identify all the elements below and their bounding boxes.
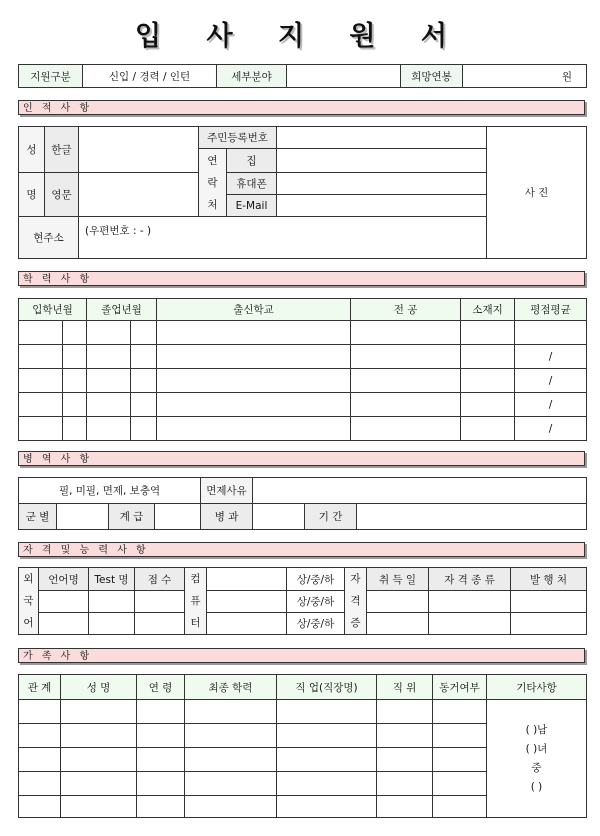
cell[interactable] (377, 748, 433, 772)
mobile-label: 휴대폰 (227, 173, 277, 195)
address-input[interactable]: (우편번호 : - ) (79, 217, 487, 259)
cell[interactable] (433, 724, 487, 748)
foreign-char-2: 국 (23, 595, 34, 607)
cell[interactable] (433, 700, 487, 724)
cell[interactable] (131, 321, 157, 345)
foreign-char-3: 어 (23, 617, 34, 629)
cell[interactable] (429, 591, 511, 613)
cell[interactable] (185, 796, 277, 818)
cell[interactable] (131, 417, 157, 441)
cell[interactable] (461, 321, 515, 345)
cell[interactable] (277, 748, 377, 772)
resident-no-label: 주민등록번호 (199, 127, 277, 149)
military-status-options[interactable]: 필, 미필, 면제, 보충역 (19, 478, 201, 504)
computer-level[interactable]: 상/중/하 (287, 591, 345, 613)
cell[interactable] (157, 417, 351, 441)
section-military: 병 역 사 항 (18, 451, 585, 466)
apply-type-options[interactable]: 신입 / 경력 / 인턴 (83, 65, 217, 88)
rank-label: 계 급 (109, 504, 155, 530)
test-name-header: Test 명 (89, 568, 135, 591)
table-row (19, 321, 587, 345)
foreign-lang-label (19, 568, 39, 635)
korean-name-input[interactable] (79, 127, 199, 173)
name-label-2: 명 (19, 173, 45, 217)
gpa-cell[interactable]: / (515, 369, 587, 393)
family-header-occupation: 직 업(직장명) (277, 675, 377, 700)
cell[interactable] (277, 700, 377, 724)
period-input[interactable] (357, 504, 587, 530)
cell[interactable] (429, 613, 511, 635)
email-label: E-Mail (227, 195, 277, 217)
cell[interactable] (89, 591, 135, 613)
cell[interactable] (63, 345, 87, 369)
cell[interactable] (19, 748, 61, 772)
edu-header-major: 전 공 (351, 299, 461, 321)
rank-input[interactable] (155, 504, 201, 530)
cell[interactable] (131, 369, 157, 393)
cell[interactable] (377, 796, 433, 818)
email-input[interactable] (277, 195, 487, 217)
korean-label: 한글 (45, 127, 79, 173)
cell[interactable] (19, 369, 63, 393)
cell[interactable] (19, 417, 63, 441)
table-row (19, 345, 587, 369)
cell[interactable] (19, 321, 63, 345)
computer-level[interactable]: 상/중/하 (287, 568, 345, 591)
gpa-cell[interactable]: / (515, 417, 587, 441)
family-header-cohabit: 동거여부 (433, 675, 487, 700)
cell[interactable] (277, 796, 377, 818)
computer-skill-input[interactable] (207, 591, 287, 613)
family-header-relation: 관 계 (19, 675, 61, 700)
edu-header-location: 소재지 (461, 299, 515, 321)
section-education: 학 력 사 항 (18, 271, 585, 286)
cell[interactable] (461, 369, 515, 393)
section-qualification: 자 격 및 능 력 사 항 (18, 542, 585, 557)
cell[interactable] (377, 772, 433, 796)
cell[interactable] (61, 772, 137, 796)
computer-level[interactable]: 상/중/하 (287, 613, 345, 635)
cell[interactable] (511, 613, 587, 635)
table-row (19, 417, 587, 441)
cell[interactable] (185, 772, 277, 796)
cell[interactable] (63, 417, 87, 441)
cell[interactable] (87, 369, 131, 393)
edu-header-admission: 입학년월 (19, 299, 87, 321)
cell[interactable] (19, 772, 61, 796)
edu-header-school: 출신학교 (157, 299, 351, 321)
cell[interactable] (377, 724, 433, 748)
cell[interactable] (61, 700, 137, 724)
cert-char-1: 자 (350, 573, 361, 585)
cell[interactable] (185, 724, 277, 748)
resident-no-input[interactable] (277, 127, 487, 149)
cert-char-3: 증 (350, 617, 361, 629)
address-label: 현주소 (19, 217, 79, 259)
family-header-name: 성 명 (61, 675, 137, 700)
specialty-input[interactable] (253, 504, 305, 530)
cell[interactable] (367, 591, 429, 613)
qualification-table (18, 567, 587, 635)
cell[interactable] (39, 591, 89, 613)
cell[interactable] (131, 345, 157, 369)
lang-name-header: 언어명 (39, 568, 89, 591)
cell[interactable] (63, 321, 87, 345)
cell[interactable] (61, 748, 137, 772)
english-name-input[interactable] (79, 173, 199, 217)
cell[interactable] (351, 369, 461, 393)
photo-box: 사 진 (487, 127, 587, 259)
cell[interactable] (137, 772, 185, 796)
cell[interactable] (351, 393, 461, 417)
cell[interactable] (63, 369, 87, 393)
family-header-other: 기타사항 (487, 675, 587, 700)
table-row (19, 700, 587, 724)
cell[interactable] (19, 393, 63, 417)
family-header-age: 연 령 (137, 675, 185, 700)
section-personal: 인 적 사 항 (18, 100, 585, 115)
cell[interactable] (137, 700, 185, 724)
cert-type-header: 자 격 종 류 (429, 568, 511, 591)
cell[interactable] (433, 772, 487, 796)
cell[interactable] (277, 772, 377, 796)
cell[interactable] (135, 613, 185, 635)
table-row (19, 369, 587, 393)
name-label-1: 성 (19, 127, 45, 173)
cell[interactable] (19, 345, 63, 369)
cell[interactable] (185, 748, 277, 772)
comp-char-3: 터 (190, 617, 201, 629)
home-phone-input[interactable] (277, 149, 487, 173)
military-table (18, 477, 587, 530)
middle-label: 중 (531, 761, 542, 774)
comp-char-2: 퓨 (190, 595, 201, 607)
page-title: 입 사 지 원 서 (134, 21, 465, 52)
cell[interactable] (461, 345, 515, 369)
cell[interactable] (87, 345, 131, 369)
cell[interactable] (137, 724, 185, 748)
cell[interactable] (87, 417, 131, 441)
cell[interactable] (135, 591, 185, 613)
branch-label: 군 별 (19, 504, 57, 530)
siblings-info[interactable] (487, 700, 587, 818)
computer-skill-input[interactable] (207, 568, 287, 591)
apply-info-table (18, 64, 587, 88)
cell[interactable] (19, 700, 61, 724)
cell[interactable] (61, 796, 137, 818)
exempt-reason-input[interactable] (253, 478, 587, 504)
contact-label (199, 149, 227, 217)
cell[interactable] (461, 393, 515, 417)
family-header-position: 직 위 (377, 675, 433, 700)
cell[interactable] (137, 796, 185, 818)
score-header: 점 수 (135, 568, 185, 591)
contact-char-3: 처 (207, 198, 218, 211)
computer-label (185, 568, 207, 635)
cell[interactable] (277, 724, 377, 748)
apply-type-label: 지원구분 (19, 65, 83, 88)
cell[interactable] (157, 369, 351, 393)
cell[interactable] (19, 724, 61, 748)
cell[interactable] (131, 393, 157, 417)
specialty-label: 병 과 (201, 504, 253, 530)
contact-char-1: 연 (207, 154, 218, 167)
daughters-count: ( )녀 (525, 742, 548, 755)
sons-count: ( )남 (525, 723, 548, 736)
english-label: 영문 (45, 173, 79, 217)
contact-char-2: 락 (207, 176, 218, 189)
cell[interactable] (19, 796, 61, 818)
cell[interactable] (87, 321, 131, 345)
mobile-input[interactable] (277, 173, 487, 195)
certificate-label (345, 568, 367, 635)
acquired-date-header: 취 득 일 (367, 568, 429, 591)
cell[interactable] (461, 417, 515, 441)
cell[interactable] (351, 417, 461, 441)
cell[interactable] (511, 591, 587, 613)
birth-order: ( ) (530, 780, 543, 793)
table-row (19, 393, 587, 417)
edu-header-gpa: 평점평균 (515, 299, 587, 321)
foreign-char-1: 외 (23, 573, 34, 585)
cell[interactable] (157, 393, 351, 417)
cell[interactable] (367, 613, 429, 635)
cell[interactable] (137, 748, 185, 772)
cell[interactable] (377, 700, 433, 724)
cell[interactable] (185, 700, 277, 724)
branch-input[interactable] (57, 504, 109, 530)
cell[interactable] (87, 393, 131, 417)
desired-salary-label: 희망연봉 (401, 65, 463, 88)
cell[interactable] (515, 321, 587, 345)
cell[interactable] (61, 724, 137, 748)
cell[interactable] (351, 321, 461, 345)
home-phone-label: 집 (227, 149, 277, 173)
exempt-reason-label: 면제사유 (201, 478, 253, 504)
section-family: 가 족 사 항 (18, 648, 585, 663)
education-table (18, 298, 587, 441)
cell[interactable] (433, 796, 487, 818)
cell[interactable] (39, 613, 89, 635)
cert-char-2: 격 (350, 595, 361, 607)
cell[interactable] (63, 393, 87, 417)
detail-field-input[interactable] (287, 65, 401, 88)
cell[interactable] (433, 748, 487, 772)
cell[interactable] (157, 345, 351, 369)
cell[interactable] (351, 345, 461, 369)
computer-skill-input[interactable] (207, 613, 287, 635)
gpa-cell[interactable]: / (515, 345, 587, 369)
period-label: 기 간 (305, 504, 357, 530)
gpa-cell[interactable]: / (515, 393, 587, 417)
cell[interactable] (89, 613, 135, 635)
family-table (18, 674, 587, 818)
salary-unit[interactable]: 원 (463, 65, 587, 88)
issuer-header: 발 행 처 (511, 568, 587, 591)
comp-char-1: 컴 (190, 573, 201, 585)
cell[interactable] (157, 321, 351, 345)
edu-header-graduation: 졸업년월 (87, 299, 157, 321)
detail-field-label: 세부분야 (217, 65, 287, 88)
personal-table (18, 126, 587, 259)
family-header-education: 최종 학력 (185, 675, 277, 700)
